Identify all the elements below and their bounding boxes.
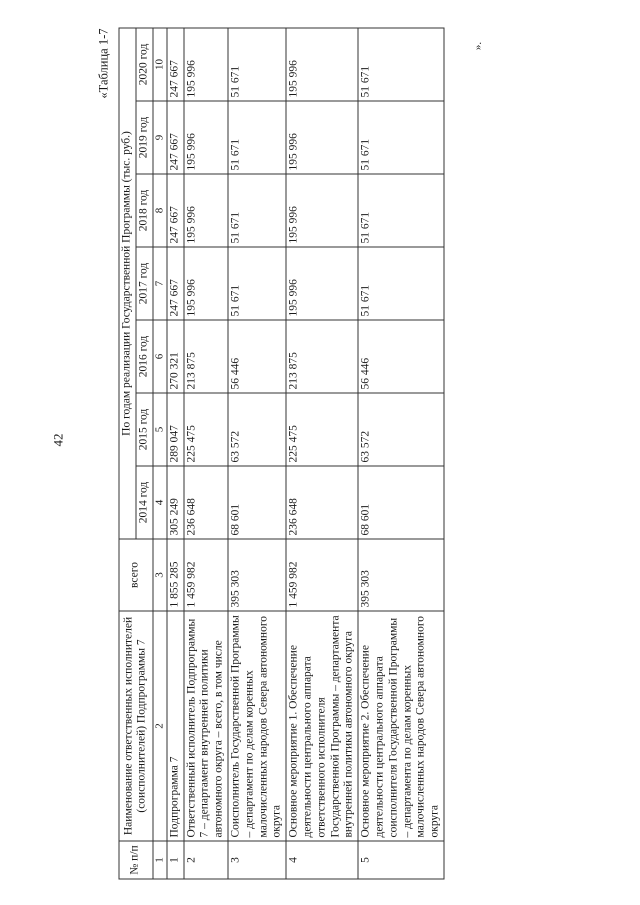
header-by-years: По годам реализации Государственной Программы (тыс. руб.) [119, 27, 136, 538]
row-year-value: 213 875 [183, 320, 227, 393]
row-year-value: 247 667 [166, 101, 183, 174]
row-year-value: 51 671 [358, 101, 444, 174]
row-year-value: 51 671 [227, 27, 285, 100]
column-index-cell: 6 [152, 320, 166, 393]
row-year-value: 195 996 [183, 27, 227, 100]
page-number: 42 [50, 433, 66, 447]
header-year: 2020 год [135, 27, 152, 100]
row-year-value: 213 875 [286, 320, 358, 393]
header-year: 2014 год [135, 466, 152, 539]
column-index-cell: 2 [152, 611, 166, 841]
row-year-value: 195 996 [183, 101, 227, 174]
row-year-value: 195 996 [286, 247, 358, 320]
row-year-value: 236 648 [286, 466, 358, 539]
row-year-value: 63 572 [227, 393, 285, 466]
row-number: 3 [227, 841, 285, 879]
row-year-value: 51 671 [227, 247, 285, 320]
header-year: 2017 год [135, 247, 152, 320]
column-index-cell: 3 [152, 539, 166, 611]
row-name: Основное мероприятие 2. Обеспечение деятельности центрального аппарата соисполнителя Государственной Программы – департамента по делам коренных малочисленных народов Севера автономного округа [358, 611, 444, 841]
row-year-value: 247 667 [166, 27, 183, 100]
row-year-value: 247 667 [166, 247, 183, 320]
row-year-value: 56 446 [227, 320, 285, 393]
table-row [183, 27, 227, 878]
header-name: Наименование ответственных исполнителей (соисполнителей) Подпрограммы 7 [119, 611, 153, 841]
row-number: 2 [183, 841, 227, 879]
row-year-value: 68 601 [227, 466, 285, 539]
row-total: 1 459 982 [183, 539, 227, 611]
rotated-table-stage [96, 24, 536, 879]
row-name: Соисполнитель Государственной Программы – департамент по делам коренных малочисленных народов Севера автономного округа [227, 611, 285, 841]
column-index-cell: 4 [152, 466, 166, 539]
row-year-value: 51 671 [358, 27, 444, 100]
header-row-1 [119, 27, 136, 878]
row-year-value: 195 996 [183, 174, 227, 247]
funding-table [118, 27, 444, 879]
row-number: 1 [166, 841, 183, 879]
header-year: 2019 год [135, 101, 152, 174]
table-row [286, 27, 358, 878]
header-year: 2015 год [135, 393, 152, 466]
column-index-cell: 9 [152, 101, 166, 174]
column-index-cell: 8 [152, 174, 166, 247]
row-year-value: 195 996 [286, 101, 358, 174]
row-year-value: 247 667 [166, 174, 183, 247]
table-row [358, 27, 444, 878]
row-year-value: 225 475 [183, 393, 227, 466]
column-index-cell: 7 [152, 247, 166, 320]
row-year-value: 305 249 [166, 466, 183, 539]
row-name: Основное мероприятие 1. Обеспечение деятельности центрального аппарата ответственного исполнителя Государственной Программы – департамента внутренней политики автономного округа [286, 611, 358, 841]
row-year-value: 270 321 [166, 320, 183, 393]
row-year-value: 56 446 [358, 320, 444, 393]
row-year-value: 51 671 [227, 101, 285, 174]
header-no: № п/п [119, 841, 153, 879]
column-index-cell: 10 [152, 27, 166, 100]
row-year-value: 289 047 [166, 393, 183, 466]
row-total: 395 303 [227, 539, 285, 611]
row-name: Подпрограмма 7 [166, 611, 183, 841]
table-caption: «Таблица 1-7 [96, 28, 110, 99]
column-index-row [152, 27, 166, 878]
header-year: 2018 год [135, 174, 152, 247]
table-row [227, 27, 285, 878]
row-total: 395 303 [358, 539, 444, 611]
row-number: 5 [358, 841, 444, 879]
row-year-value: 63 572 [358, 393, 444, 466]
row-year-value: 195 996 [183, 247, 227, 320]
closing-quote-mark: ». [472, 41, 485, 51]
row-total: 1 855 285 [166, 539, 183, 611]
row-number: 4 [286, 841, 358, 879]
header-year: 2016 год [135, 320, 152, 393]
row-year-value: 195 996 [286, 174, 358, 247]
row-year-value: 51 671 [358, 174, 444, 247]
column-index-cell: 5 [152, 393, 166, 466]
row-year-value: 225 475 [286, 393, 358, 466]
row-year-value: 68 601 [358, 466, 444, 539]
row-total: 1 459 982 [286, 539, 358, 611]
column-index-cell: 1 [152, 841, 166, 879]
row-year-value: 236 648 [183, 466, 227, 539]
table-row [166, 27, 183, 878]
header-total: всего [119, 539, 153, 611]
row-name: Ответственный исполнитель Подпрограммы 7 – департамент внутренней политики автономного округа – всего, в том числе [183, 611, 227, 841]
row-year-value: 51 671 [227, 174, 285, 247]
rotated-content [96, 24, 536, 879]
table-body [166, 27, 443, 878]
row-year-value: 195 996 [286, 27, 358, 100]
row-year-value: 51 671 [358, 247, 444, 320]
